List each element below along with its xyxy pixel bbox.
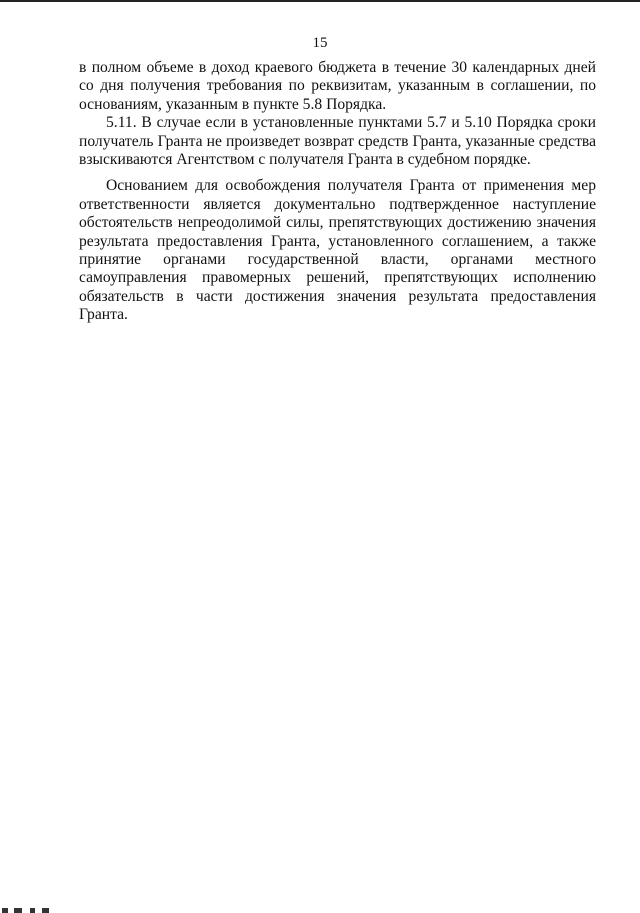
paragraph-continuation: в полном объеме в доход краевого бюджета в течение 30 календарных дней со дня получения требования по реквизитам, указанным в соглашении, по основаниям, указанным в пункте 5.8 Порядка.: [79, 59, 596, 113]
page-number: 15: [312, 35, 328, 51]
paragraph-release-grounds: Основанием для освобождения получателя Гранта от применения мер ответственности является документально подтвержденное наступление обстоятельств непреодолимой силы, препятствующих достижению значения результата предоставления Гранта, установленного соглашением, а также принятие органами государственной власти, органами местного самоуправления правомерных решений, препятствующих исполнению обязательств в части достижения значения результата предоставления Гранта.: [79, 177, 596, 324]
page-top-border: [0, 0, 640, 2]
scan-edge-marks: [0, 906, 60, 913]
paragraph-5-11: 5.11. В случае если в установленные пунктами 5.7 и 5.10 Порядка сроки получатель Гранта не произведет возврат средств Гранта, указанные средства взыскиваются Агентством с получателя Гранта в судебном порядке.: [79, 114, 596, 169]
document-body: [79, 59, 596, 325]
